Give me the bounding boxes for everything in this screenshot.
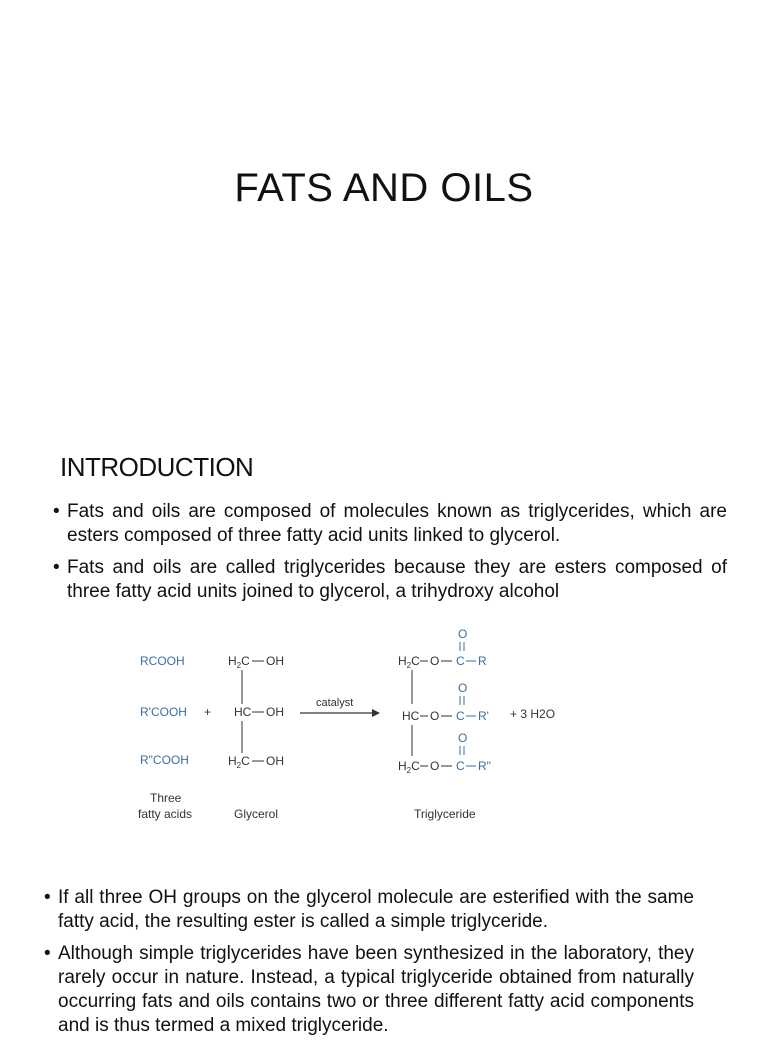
svg-text:O: O — [430, 759, 440, 773]
bullet-icon: • — [53, 557, 60, 578]
svg-text:O: O — [430, 709, 440, 723]
water-product: + 3 H2O — [510, 707, 556, 721]
svg-text:H2C: $H_2C$ — [228, 654, 250, 670]
svg-text:R': R' — [478, 709, 489, 723]
plus-sign: + — [204, 705, 212, 719]
fatty-acid-2: R'COOH — [140, 705, 187, 719]
svg-text:HC: HC — [234, 705, 252, 719]
svg-text:C: C — [456, 654, 465, 668]
glycerol-caption: Glycerol — [234, 807, 279, 821]
svg-text:HC: HC — [402, 709, 420, 723]
list-item — [44, 886, 694, 934]
svg-text:C: C — [456, 759, 465, 773]
bullet-text: Although simple triglycerides have been synthesized in the laboratory, they rarely occur in nature. Instead, a typical triglyceride obtained from naturally occurring fats and oils contains two or three different fatty acid components and is thus termed a mixed triglyceride. — [58, 943, 694, 1036]
bullet-text: If all three OH groups on the glycerol molecule are esterified with the same fatty acid, the resulting ester is called a simple triglyceride. — [58, 887, 694, 932]
triglyceride-caption: Triglyceride — [414, 807, 476, 821]
svg-text:O: O — [430, 654, 440, 668]
svg-text:R": R" — [478, 759, 491, 773]
bullet-text: Fats and oils are composed of molecules known as triglycerides, which are esters composed of three fatty acid units linked to glycerol. — [67, 501, 727, 546]
bullet-icon: • — [44, 887, 51, 908]
intro-heading: INTRODUCTION — [60, 452, 254, 482]
bullet-icon: • — [53, 501, 60, 522]
svg-text:OH: OH — [266, 654, 284, 668]
fatty-acid-1: RCOOH — [140, 654, 185, 668]
svg-text:H2C: $H_2C$ — [398, 759, 420, 775]
svg-text:H2C: $H_2C$ — [228, 754, 250, 770]
svg-text:C: C — [456, 709, 465, 723]
bullet-icon: • — [44, 943, 51, 964]
arrowhead-icon — [372, 709, 380, 717]
svg-text:OH: OH — [266, 754, 284, 768]
lower-bullet-list — [44, 886, 694, 1046]
catalyst-label: catalyst — [316, 697, 354, 709]
svg-text:H2C: $H_2C$ — [398, 654, 420, 670]
bullet-text: Fats and oils are called triglycerides because they are esters composed of three fatty acid units joined to glycerol, a trihydroxy alcohol — [67, 557, 727, 602]
esterification-figure — [128, 618, 580, 832]
list-item — [53, 556, 727, 604]
svg-text:O: O — [458, 681, 468, 695]
glycerol-structure — [228, 654, 284, 770]
acids-caption-line1: Three — [150, 791, 182, 805]
triglyceride-structure — [398, 627, 491, 775]
intro-bullet-list — [53, 500, 727, 612]
svg-text:O: O — [458, 731, 468, 745]
slide-title: FATS AND OILS — [234, 166, 534, 210]
svg-text:O: O — [458, 627, 468, 641]
svg-text:OH: OH — [266, 705, 284, 719]
list-item — [53, 500, 727, 548]
svg-text:R: R — [478, 654, 487, 668]
acids-caption-line2: fatty acids — [138, 807, 193, 821]
fatty-acid-3: R"COOH — [140, 753, 189, 767]
